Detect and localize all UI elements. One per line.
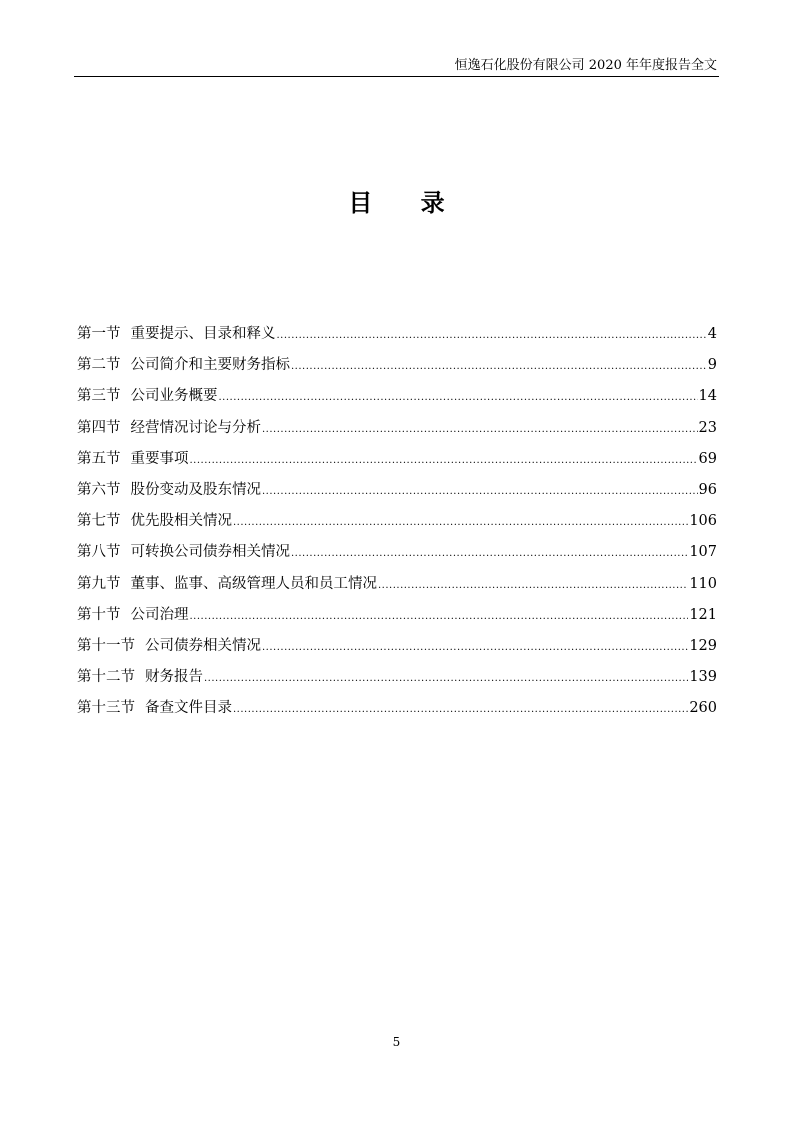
running-header: 恒逸石化股份有限公司 2020 年年度报告全文 bbox=[454, 58, 717, 73]
toc-entry-label: 重要提示、目录和释义 bbox=[130, 326, 276, 342]
toc-section-number: 第二节 bbox=[77, 357, 121, 374]
toc-section-number: 第三节 bbox=[77, 388, 121, 405]
header-rule bbox=[74, 76, 719, 77]
toc-section-number: 第四节 bbox=[77, 419, 121, 436]
toc-page-number: 121 bbox=[689, 606, 717, 623]
toc-entry-label: 公司治理 bbox=[130, 606, 189, 623]
toc-entry-label: 董事、监事、高级管理人员和员工情况 bbox=[130, 575, 377, 592]
toc-leader-dots bbox=[190, 607, 689, 627]
toc-leader-dots bbox=[233, 513, 688, 533]
toc-entry-label: 公司简介和主要财务指标 bbox=[130, 357, 290, 374]
toc-entry[interactable] bbox=[77, 542, 717, 573]
page-number: 5 bbox=[392, 1035, 401, 1049]
toc-page-number: 23 bbox=[698, 419, 717, 436]
toc-section-number: 第十二节 bbox=[77, 669, 135, 686]
toc-entry-label: 可转换公司债券相关情况 bbox=[130, 544, 290, 561]
toc-section-number: 第十一节 bbox=[77, 637, 135, 654]
toc-page-number: 69 bbox=[698, 450, 717, 467]
toc-entry[interactable] bbox=[77, 449, 717, 480]
toc-section-number: 第七节 bbox=[77, 513, 121, 530]
toc-section-number: 第十节 bbox=[77, 606, 121, 623]
toc-leader-dots bbox=[219, 388, 698, 408]
toc-section-number: 第九节 bbox=[77, 575, 121, 592]
toc-entry-label: 备查文件目录 bbox=[145, 700, 232, 717]
toc-entry[interactable] bbox=[77, 355, 717, 386]
toc-leader-dots bbox=[233, 700, 688, 720]
toc-page-number: 4 bbox=[707, 326, 717, 342]
table-of-contents bbox=[77, 324, 717, 729]
toc-entry-label: 财务报告 bbox=[145, 669, 203, 686]
toc-page-number: 110 bbox=[689, 575, 717, 592]
toc-entry-label: 重要事项 bbox=[130, 450, 189, 467]
toc-entry-label: 经营情况讨论与分析 bbox=[130, 419, 261, 436]
toc-entry-label: 股份变动及股东情况 bbox=[130, 481, 261, 498]
toc-leader-dots bbox=[190, 451, 698, 471]
toc-entry[interactable] bbox=[77, 636, 717, 667]
toc-entry-label: 优先股相关情况 bbox=[130, 513, 232, 530]
toc-leader-dots bbox=[262, 482, 698, 502]
toc-entry[interactable] bbox=[77, 574, 717, 605]
toc-page-number: 9 bbox=[707, 357, 717, 374]
toc-leader-dots bbox=[378, 576, 688, 596]
toc-page-number: 260 bbox=[689, 700, 717, 717]
toc-entry[interactable] bbox=[77, 667, 717, 698]
toc-entry-label: 公司债券相关情况 bbox=[145, 637, 261, 654]
toc-leader-dots bbox=[262, 638, 688, 658]
toc-title: 目 录 bbox=[348, 189, 465, 217]
toc-section-number: 第十三节 bbox=[77, 700, 135, 717]
toc-page-number: 107 bbox=[689, 544, 717, 561]
toc-leader-dots bbox=[291, 544, 688, 564]
toc-page-number: 14 bbox=[698, 388, 717, 405]
toc-leader-dots bbox=[262, 420, 698, 440]
toc-leader-dots bbox=[291, 357, 707, 377]
toc-entry[interactable] bbox=[77, 480, 717, 511]
toc-section-number: 第六节 bbox=[77, 481, 121, 498]
toc-entry[interactable] bbox=[77, 511, 717, 542]
toc-entry[interactable] bbox=[77, 605, 717, 636]
toc-section-number: 第五节 bbox=[77, 450, 121, 467]
toc-entry[interactable] bbox=[77, 698, 717, 729]
toc-page-number: 139 bbox=[689, 669, 717, 686]
toc-leader-dots bbox=[204, 669, 688, 689]
toc-entry[interactable] bbox=[77, 418, 717, 449]
toc-page-number: 106 bbox=[689, 513, 717, 530]
toc-page-number: 129 bbox=[689, 637, 717, 654]
toc-entry-label: 公司业务概要 bbox=[130, 388, 218, 405]
toc-entry[interactable] bbox=[77, 324, 717, 355]
toc-entry[interactable] bbox=[77, 386, 717, 417]
toc-section-number: 第八节 bbox=[77, 544, 121, 561]
toc-page-number: 96 bbox=[698, 481, 717, 498]
toc-section-number: 第一节 bbox=[77, 326, 121, 342]
toc-leader-dots bbox=[277, 326, 707, 346]
